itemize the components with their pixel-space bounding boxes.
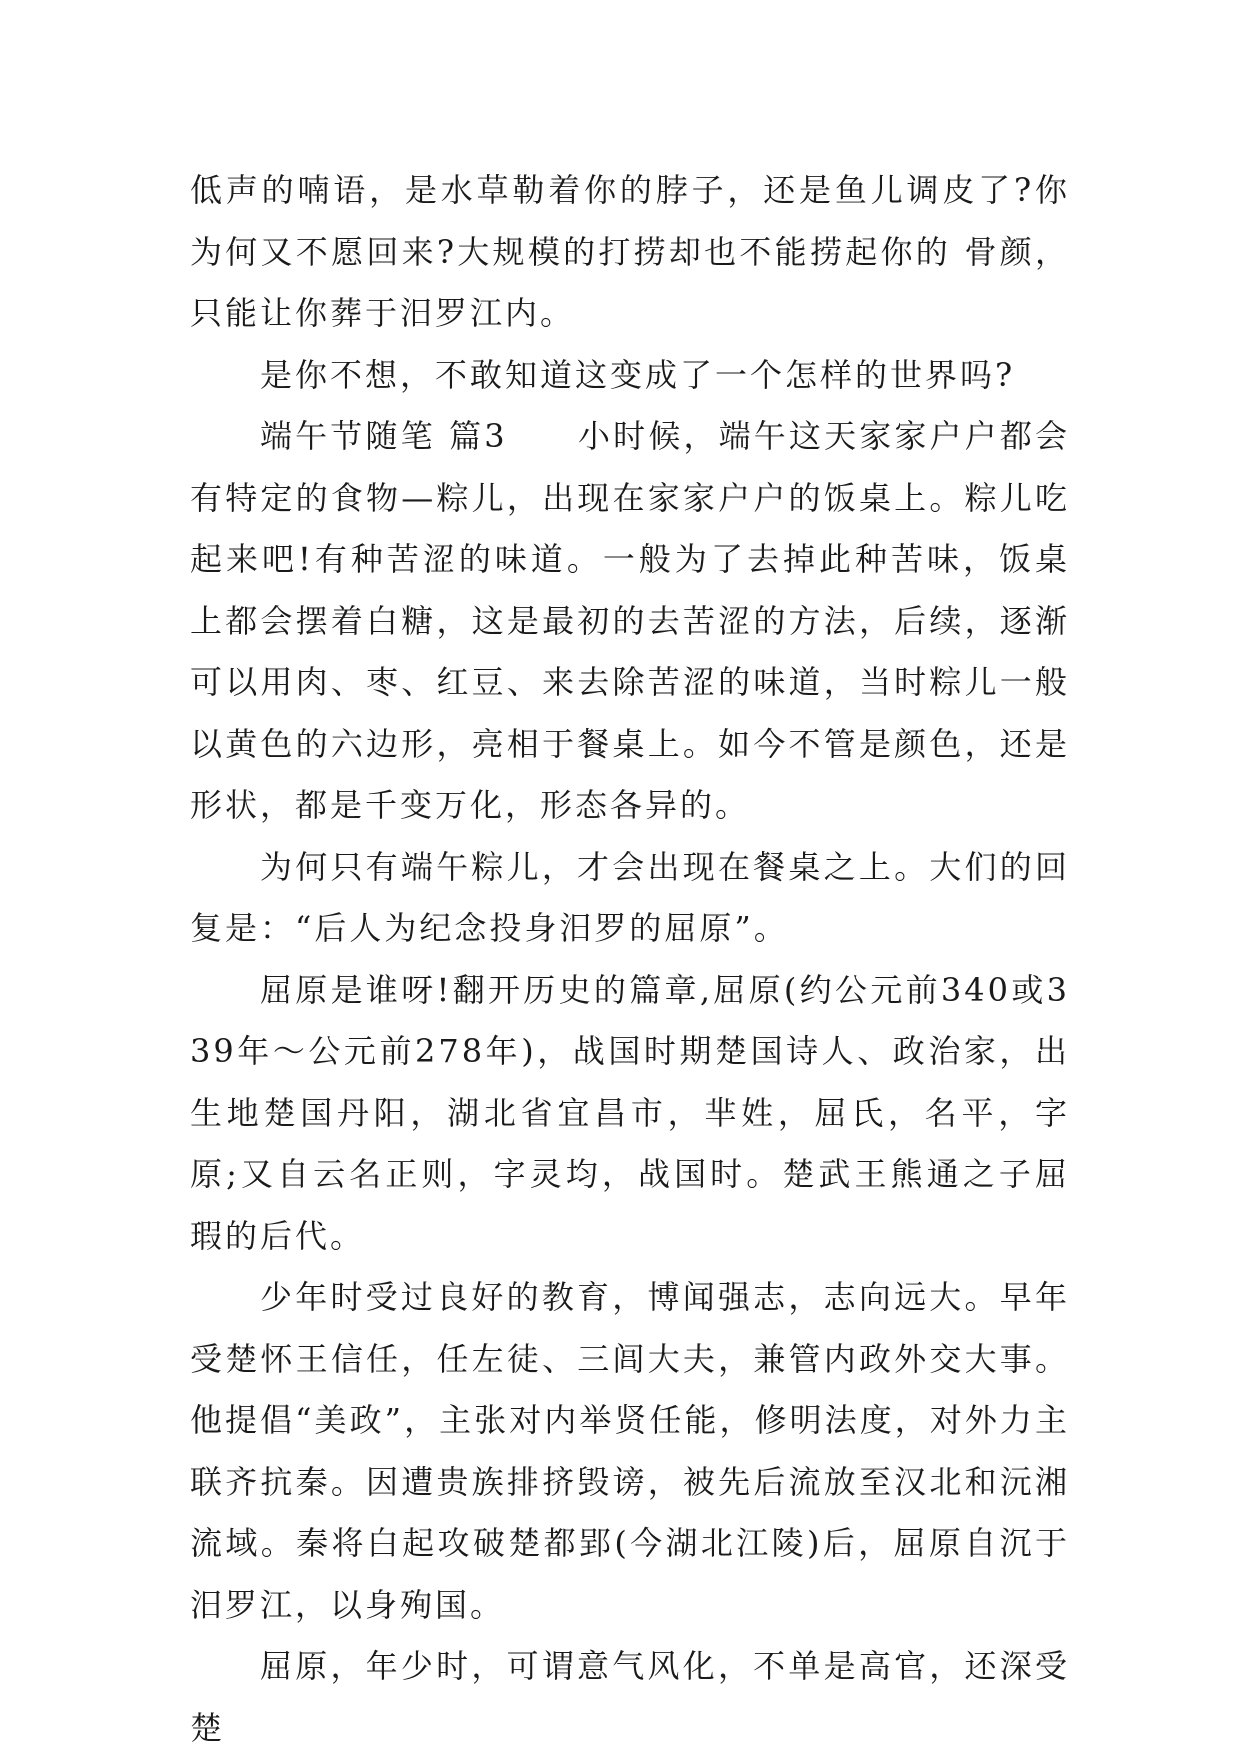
document-body <box>190 160 1070 1759</box>
paragraph-1: 低声的喃语，是水草勒着你的脖子，还是鱼儿调皮了?你为何又不愿回来?大规模的打捞却也不能捞起你的 骨颜，只能让你葬于汨罗江内。 <box>190 171 1070 332</box>
paragraph-6: 少年时受过良好的教育，博闻强志，志向远大。早年受楚怀王信任，任左徒、三闾大夫，兼管内政外交大事。 他提倡“美政”，主张对内举贤任能，修明法度，对外力主联齐抗秦。因遭贵族排挤毁谤，被先后流放至汉北和沅湘流域。秦将白起攻破楚都郢(今湖北江陵)后，屈原自沉于汨罗江，以身殉国。 <box>190 1278 1070 1624</box>
paragraph-7: 屈原，年少时，可谓意气风化，不单是高官，还深受楚 <box>190 1647 1070 1747</box>
paragraph-3-section-heading: 端午节随笔 篇3 小时候，端午这天家家户户都会有特定的食物—粽儿，出现在家家户户的饭桌上。粽儿吃起来吧!有种苦涩的味道。一般为了去掉此种苦味，饭桌上都会摆着白糖，这是最初的去苦涩的方法，后续，逐渐可以用肉、枣、红豆、来去除苦涩的味道，当时粽儿一般以黄色的六边形，亮相于餐桌上。如今不管是颜色，还是形状，都是千变万化，形态各异的。 <box>190 417 1070 824</box>
paragraph-5: 屈原是谁呀!翻开历史的篇章,屈原(约公元前340或339年～公元前278年)，战国时期楚国诗人、政治家，出生地楚国丹阳，湖北省宜昌市，芈姓，屈氏，名平，字原;又自云名正则，字灵均，战国时。楚武王熊通之子屈瑕的后代。 <box>190 970 1070 1255</box>
paragraph-4: 为何只有端午粽儿，才会出现在餐桌之上。大们的回复是：“后人为纪念投身汨罗的屈原”。 <box>190 847 1070 947</box>
paragraph-2: 是你不想，不敢知道这变成了一个怎样的世界吗? <box>260 355 1016 394</box>
